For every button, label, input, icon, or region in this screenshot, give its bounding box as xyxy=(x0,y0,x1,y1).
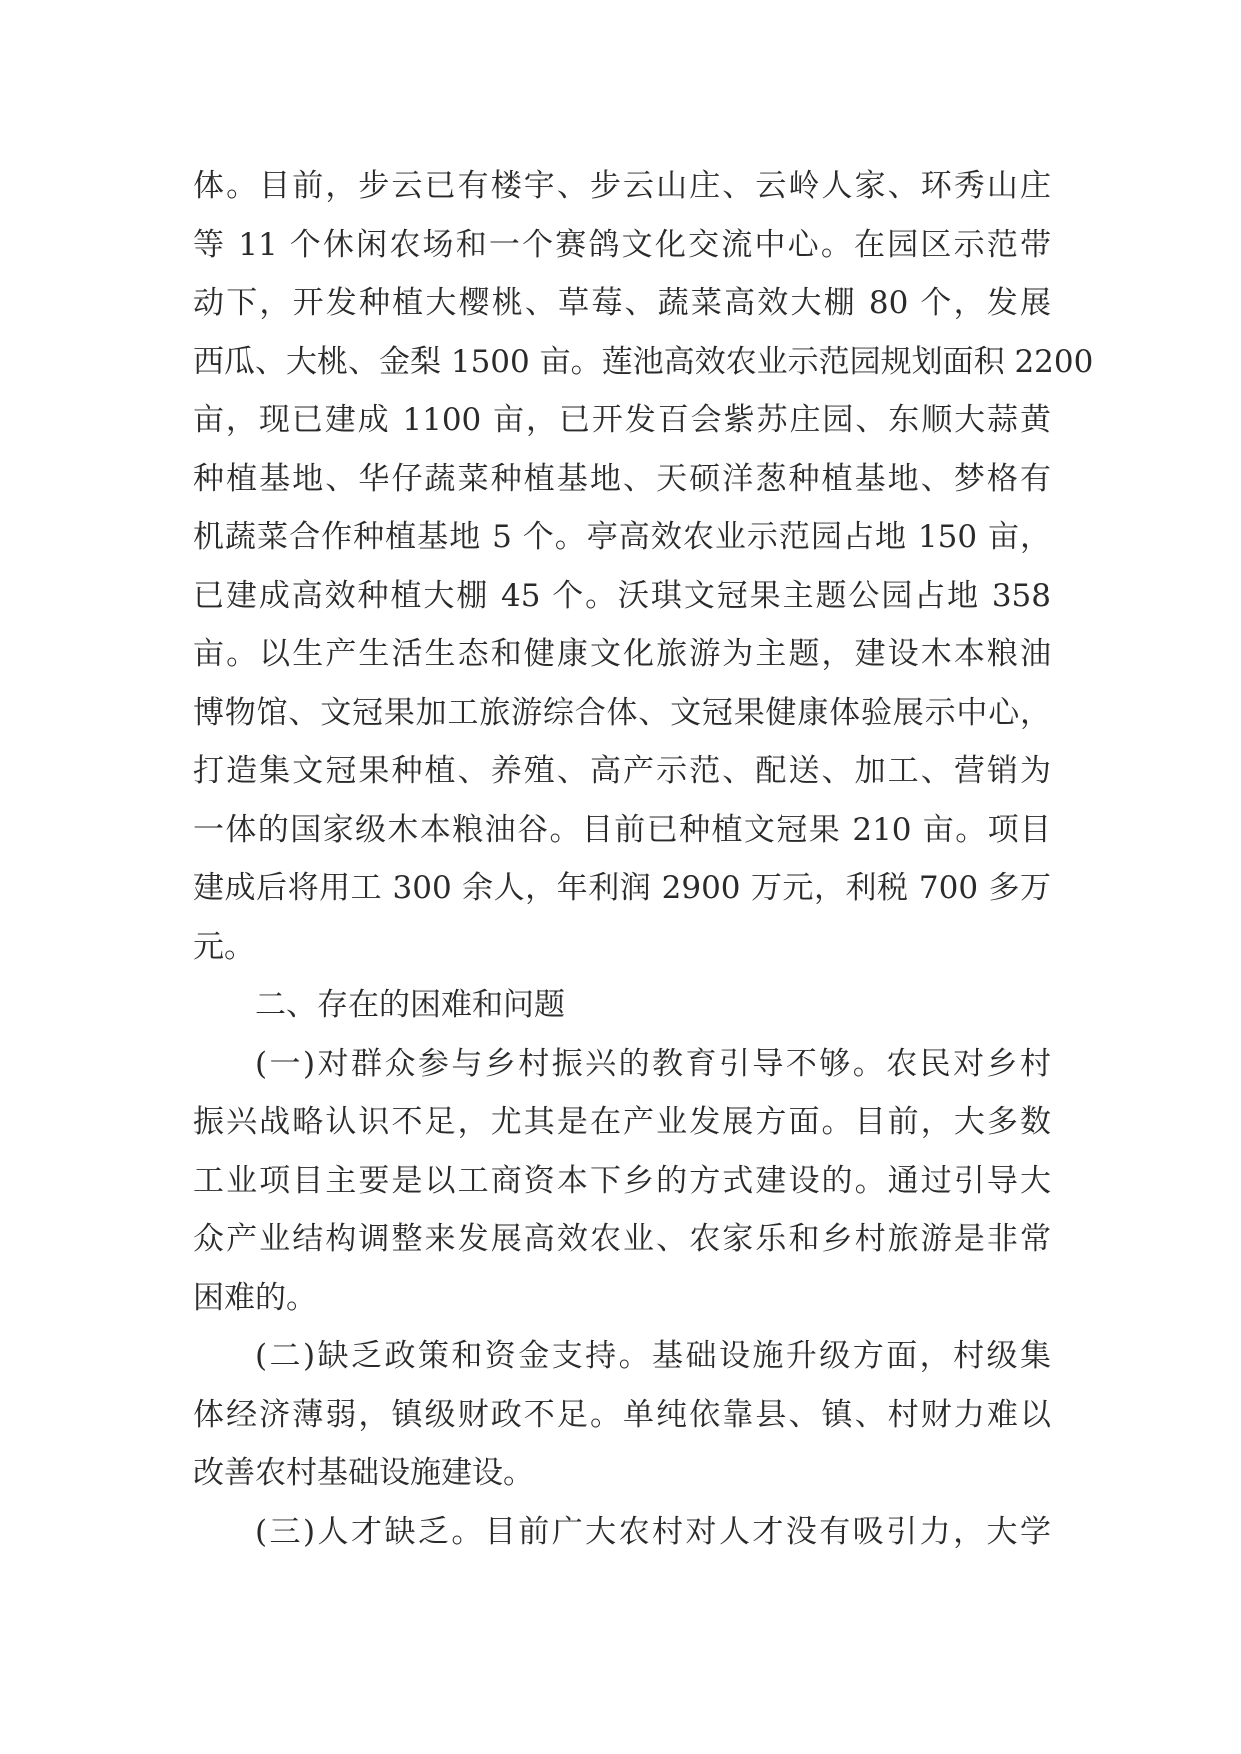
body-line: 一体的国家级木本粮油谷。目前已种植文冠果 210 亩。项目 xyxy=(193,811,1051,848)
body-line: 打造集文冠果种植、养殖、高产示范、配送、加工、营销为 xyxy=(193,753,1051,789)
body-line: 亩，现已建成 1100 亩，已开发百会紫苏庄园、东顺大蒜黄 xyxy=(193,402,1051,438)
paragraph-first-line: (一)对群众参与乡村振兴的教育引导不够。农民对乡村 xyxy=(255,1045,1051,1082)
body-line: 建成后将用工 300 余人，年利润 2900 万元，利税 700 多万 xyxy=(193,870,1051,906)
paragraph-first-line: (三)人才缺乏。目前广大农村对人才没有吸引力，大学 xyxy=(255,1513,1051,1550)
body-line: 种植基地、华仔蔬菜种植基地、天硕洋葱种植基地、梦格有 xyxy=(193,460,1051,497)
document-body xyxy=(193,157,1094,1561)
body-line: 困难的。 xyxy=(193,1279,317,1316)
body-line: 博物馆、文冠果加工旅游综合体、文冠果健康体验展示中心， xyxy=(193,694,1051,731)
body-line: 动下，开发种植大樱桃、草莓、蔬菜高效大棚 80 个，发展 xyxy=(193,285,1051,321)
body-line: 亩。以生产生活生态和健康文化旅游为主题，建设木本粮油 xyxy=(193,636,1051,672)
body-line: 已建成高效种植大棚 45 个。沃琪文冠果主题公园占地 358 xyxy=(193,577,1051,614)
body-line: 等 11 个休闲农场和一个赛鸽文化交流中心。在园区示范带 xyxy=(193,226,1051,263)
body-line: 西瓜、大桃、金梨 1500 亩。莲池高效农业示范园规划面积 2200 xyxy=(193,343,1094,380)
body-line: 改善农村基础设施建设。 xyxy=(193,1455,534,1491)
body-line: 元。 xyxy=(193,928,255,965)
body-line: 振兴战略认识不足，尤其是在产业发展方面。目前，大多数 xyxy=(193,1104,1051,1140)
body-line: 体。目前，步云已有楼宇、步云山庄、云岭人家、环秀山庄 xyxy=(193,168,1051,204)
body-line: 机蔬菜合作种植基地 5 个。亭高效农业示范园占地 150 亩， xyxy=(193,519,1051,555)
section-heading: 二、存在的困难和问题 xyxy=(255,987,565,1023)
paragraph-first-line: (二)缺乏政策和资金支持。基础设施升级方面，村级集 xyxy=(255,1338,1051,1374)
body-line: 体经济薄弱，镇级财政不足。单纯依靠县、镇、村财力难以 xyxy=(193,1396,1051,1433)
body-line: 工业项目主要是以工商资本下乡的方式建设的。通过引导大 xyxy=(193,1162,1051,1199)
body-line: 众产业结构调整来发展高效农业、农家乐和乡村旅游是非常 xyxy=(193,1221,1051,1257)
